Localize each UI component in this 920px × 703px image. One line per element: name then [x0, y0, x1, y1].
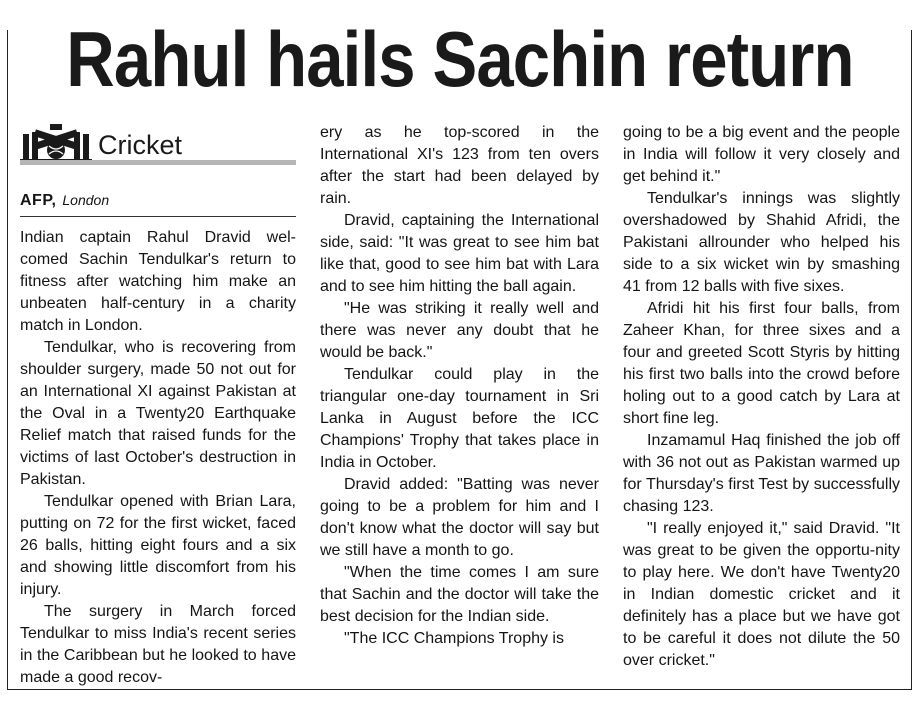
- paragraph: Dravid added: "Batting was never going to be a problem for him and I don't know what the doctor will say but we still have a month to go.: [320, 476, 599, 559]
- paragraph: Tendulkar opened with Brian Lara, putting on 72 for the first wicket, faced 26 balls, hitting eight fours and a six and showing little discomfort from his injury.: [20, 493, 296, 598]
- article-bottom-rule: [7, 689, 912, 690]
- column-rule-left: [7, 30, 8, 690]
- headline: Rahul hails Sachin return: [66, 15, 854, 103]
- paragraph: Inzamamul Haq finished the job off with 36 not out as Pakistan warmed up for Thursday's first Test by successfully chasing 123.: [623, 432, 900, 515]
- paragraph: Afridi hit his first four balls, from Zaheer Khan, for three sixes and a four and greeted Scott Styris by hitting his first two balls into the crowd before holing out to a good catch by Lara at short fine leg.: [623, 300, 900, 427]
- byline: [20, 190, 296, 211]
- cricket-bats-ball-icon: [20, 122, 92, 162]
- paragraph: "He was striking it really well and there was never any doubt that he would be back.": [320, 300, 599, 361]
- paragraph: ery as he top-scored in the International XI's 123 from ten overs after the start had been delayed by rain.: [320, 124, 599, 207]
- byline-rule: [20, 216, 296, 217]
- paragraph: "The ICC Champions Trophy is: [344, 630, 564, 647]
- paragraph: "When the time comes I am sure that Sachin and the doctor will take the best decision for the Indian side.: [320, 564, 599, 625]
- byline-place: London: [62, 192, 110, 208]
- paragraph: Dravid, captaining the International side, said: "It was great to see him bat like that, good to see him bat with Lara and to see him hitting the ball again.: [320, 212, 599, 295]
- section-rule: [20, 160, 296, 165]
- paragraph: Tendulkar, who is recovering from shoulder surgery, made 50 not out for an International XI against Pakistan at the Oval in a Twenty20 Earthquake Relief match that raised funds for the victims of last October's destruction in Pakistan.: [20, 339, 296, 488]
- paragraph: "I really enjoyed it," said Dravid. "It was great to be given the opportu-nity to play here. We don't have Twenty20 in Indian domestic cricket and it definitely has a place but we have got to be careful it does not dilute the 50 over cricket.": [623, 520, 900, 669]
- byline-agency: AFP,: [20, 192, 57, 209]
- section-kicker: [20, 122, 296, 166]
- section-label: Cricket: [98, 130, 183, 160]
- column-rule-right: [911, 30, 912, 690]
- paragraph: going to be a big event and the people in India will follow it very closely and get behind it.": [623, 124, 900, 185]
- paragraph: Tendulkar could play in the triangular one-day tournament in Sri Lanka in August before the ICC Champions' Trophy that takes place in India in October.: [320, 366, 599, 471]
- paragraph: The surgery in March forced Tendulkar to miss India's recent series in the Caribbean but he looked to have made a good recov-: [20, 603, 296, 686]
- article-column-3: [623, 122, 900, 672]
- article-column-2: [320, 122, 599, 650]
- paragraph: Tendulkar's innings was slightly overshadowed by Shahid Afridi, the Pakistani allrounder who helped his side to a six wicket win by smashing 41 from 12 balls with five sixes.: [623, 190, 900, 295]
- paragraph: Indian captain Rahul Dravid wel-comed Sachin Tendulkar's return to fitness after watching him make an unbeaten half-century in a charity match in London.: [20, 229, 296, 334]
- article-column-1: [20, 227, 296, 689]
